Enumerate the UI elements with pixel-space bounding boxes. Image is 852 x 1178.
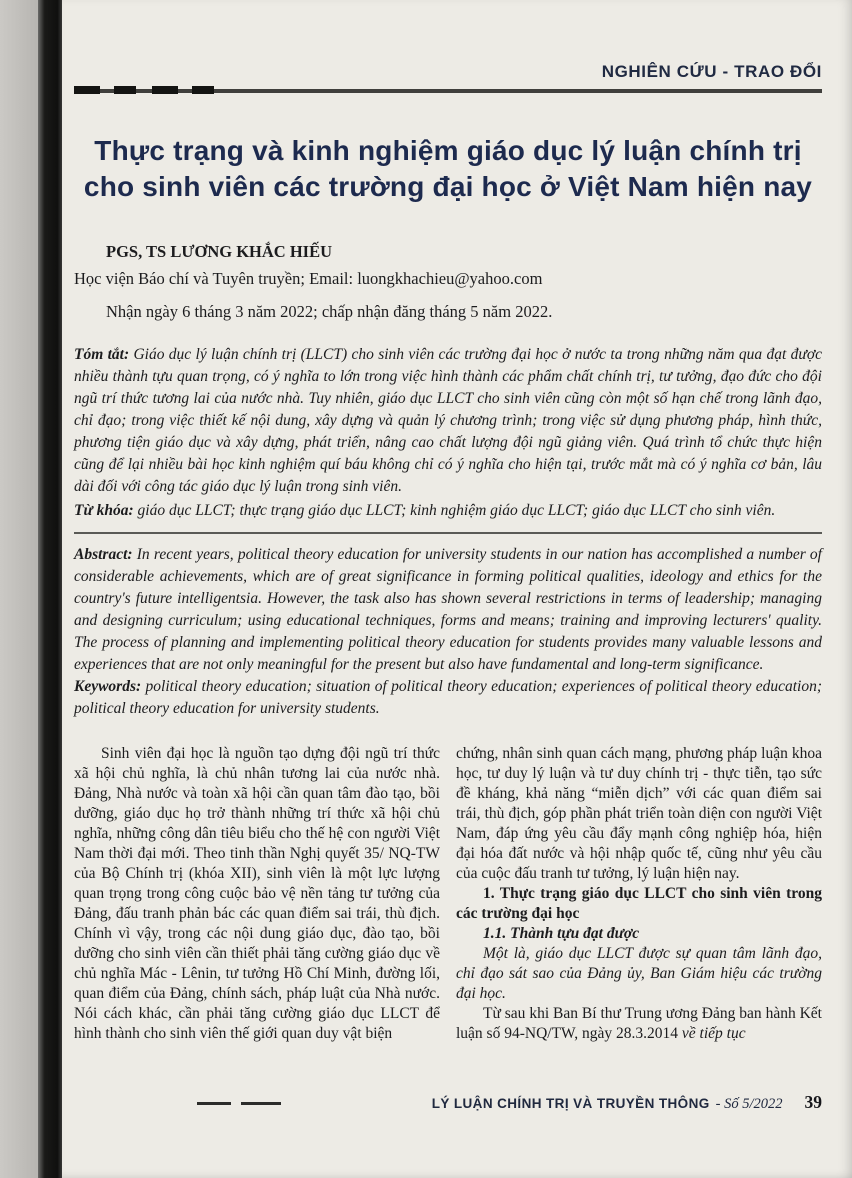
- body-paragraph-tusau-italic: về tiếp tục: [681, 1024, 746, 1042]
- journal-issue: - Số 5/2022: [715, 1096, 783, 1112]
- footer-dash: [241, 1102, 281, 1105]
- received-date: Nhận ngày 6 tháng 3 năm 2022; chấp nhận đăng tháng 5 năm 2022.: [106, 301, 553, 321]
- scan-binding-strip: [38, 0, 64, 1178]
- page-footer: [74, 1092, 822, 1118]
- rule-dash: [152, 86, 178, 94]
- tomtat-paragraph: [74, 344, 822, 498]
- rule-dash: [114, 86, 136, 94]
- tukhoa-paragraph: [74, 500, 822, 522]
- author-affiliation: Học viện Báo chí và Tuyên truyền; Email: luongkhachieu@yahoo.com: [74, 268, 543, 288]
- body-paragraph-tusau: [456, 1004, 822, 1044]
- article-title-line-2: cho sinh viên các trường đại học ở Việt Nam hiện nay: [83, 171, 813, 203]
- section-heading-1: 1. Thực trạng giáo dục LLCT cho sinh viên trong các trường đại học: [456, 884, 822, 922]
- section-header: NGHIÊN CỨU - TRAO ĐỔI: [601, 62, 822, 81]
- author-name: PGS, TS LƯƠNG KHẮC HIẾU: [106, 241, 332, 261]
- tomtat-label: Tóm tắt:: [74, 345, 130, 363]
- abstract-vietnamese: [74, 344, 822, 522]
- abstract-divider: [74, 532, 822, 534]
- body-paragraph-intro: Sinh viên đại học là nguồn tạo dựng đội ngũ trí thức xã hội chủ nghĩa, là chủ nhân tương lai của nước nhà. Đảng, Nhà nước và toàn xã hội cần quan tâm đào tạo, bồi dưỡng, giáo dục họ trở thành những trí thức xã hội chủ nghĩa, những công dân tiêu biểu cho thế hệ con người Việt Nam thời đại mới. Theo tinh thần Nghị quyết 35/ NQ-TW của Bộ Chính trị (khóa XII), sinh viên là một lực lượng quan trọng trong công cuộc bảo vệ nền tảng tư tưởng của Đảng, đấu tranh phản bác các quan điểm sai trái, thù địch. Chính vì vậy, trong các nội dung giáo dục, đào tạo, bồi dưỡng cho sinh viên cần thiết phải tăng cường giáo dục về chủ nghĩa Mác - Lênin, tư tưởng Hồ Chí Minh, đường lối, quan điểm của Đảng, chính sách, pháp luật của Nhà nước. Nói cách khác, cần phải tăng cường giáo dục LLCT để hình thành cho sinh viên thế giới quan duy vật biện: [74, 744, 440, 1042]
- journal-name: LÝ LUẬN CHÍNH TRỊ VÀ TRUYỀN THÔNG: [431, 1096, 710, 1111]
- footer-text: [432, 1092, 822, 1113]
- footer-dash: [197, 1102, 231, 1105]
- body-paragraph-motla: Một là, giáo dục LLCT được sự quan tâm lãnh đạo, chỉ đạo sát sao của Đảng ủy, Ban Giám hiệu các trường đại học.: [456, 944, 822, 1002]
- abstract-paragraph: [74, 544, 822, 676]
- keywords-label: Keywords:: [74, 677, 142, 695]
- rule-dash: [74, 86, 100, 94]
- body-paragraph-continuation: chứng, nhân sinh quan cách mạng, phương pháp luận khoa học, tư duy lý luận và tư duy chính trị - thực tiễn, tạo sức đề kháng, khả năng “miễn dịch” với các quan điểm sai trái, thù địch, góp phần phát triển toàn diện con người Việt Nam, đáp ứng yêu cầu đẩy mạnh công nghiệp hóa, hiện đại hóa đất nước và hội nhập quốc tế, cũng như yêu cầu của cuộc đấu tranh tư tưởng, lý luận hiện nay.: [456, 744, 822, 882]
- abstract-text: In recent years, political theory education for university students in our nation has accomplished a number of considerable achievements, which are of great significance in forming political qualities, ideology and ethics for the country's future intelligentsia. However, the task also has shown several restrictions in terms of leadership; managing and designing curriculum; using educational techniques, forms and means; training and improving lecturers' quality. The process of planning and implementing political theory education for students provides many valuable lessons and experiences that are not only meaningful for the present but also have fundamental and long-term significance.: [74, 545, 822, 673]
- abstract-english: [74, 544, 822, 720]
- journal-page: [62, 0, 852, 1178]
- keywords-paragraph: [74, 676, 822, 720]
- article-title-line-1: Thực trạng và kinh nghiệm giáo dục lý luận chính trị: [94, 135, 802, 166]
- scan-left-margin: [0, 0, 40, 1178]
- keywords-text: political theory education; situation of political theory education; experiences of political theory education; political theory education for university students.: [74, 677, 822, 717]
- left-column: [74, 744, 440, 1044]
- right-column: [456, 744, 822, 1044]
- article-title: [74, 133, 822, 206]
- rule-dash: [192, 86, 214, 94]
- tukhoa-text: giáo dục LLCT; thực trạng giáo dục LLCT; kinh nghiệm giáo dục LLCT; giáo dục LLCT cho sinh viên.: [133, 501, 776, 519]
- tomtat-text: Giáo dục lý luận chính trị (LLCT) cho sinh viên các trường đại học ở nước ta trong những năm qua đạt được nhiều thành tựu quan trọng, có ý nghĩa to lớn trong việc hình thành các phẩm chất chính trị, tư tưởng, đạo đức cho đội ngũ trí thức tương lai của nước nhà. Tuy nhiên, giáo dục LLCT cho sinh viên cũng còn một số hạn chế trong lãnh đạo, chỉ đạo; trong việc thiết kế nội dung, xây dựng và quản lý chương trình; trong việc sử dụng phương pháp, hình thức, phương tiện giáo dục và xây dựng, phát triển, nâng cao chất lượng đội ngũ giảng viên. Quá trình tổ chức thực hiện cũng để lại nhiều bài học kinh nghiệm quí báu không chỉ có ý nghĩa cho hiện tại, trước mắt mà có ý nghĩa cơ bản, lâu dài đối với công tác giáo dục lý luận trong sinh viên.: [74, 345, 822, 495]
- abstract-label: Abstract:: [74, 545, 133, 563]
- header-rule: [74, 89, 822, 93]
- tukhoa-label: Từ khóa:: [74, 501, 134, 519]
- page-number: 39: [804, 1092, 822, 1112]
- article-body: [74, 744, 822, 1044]
- body-paragraph-tusau-text: Từ sau khi Ban Bí thư Trung ương Đảng ban hành Kết luận số 94-NQ/TW, ngày 28.3.2014: [456, 1004, 822, 1042]
- section-heading-1-1: 1.1. Thành tựu đạt được: [483, 924, 640, 942]
